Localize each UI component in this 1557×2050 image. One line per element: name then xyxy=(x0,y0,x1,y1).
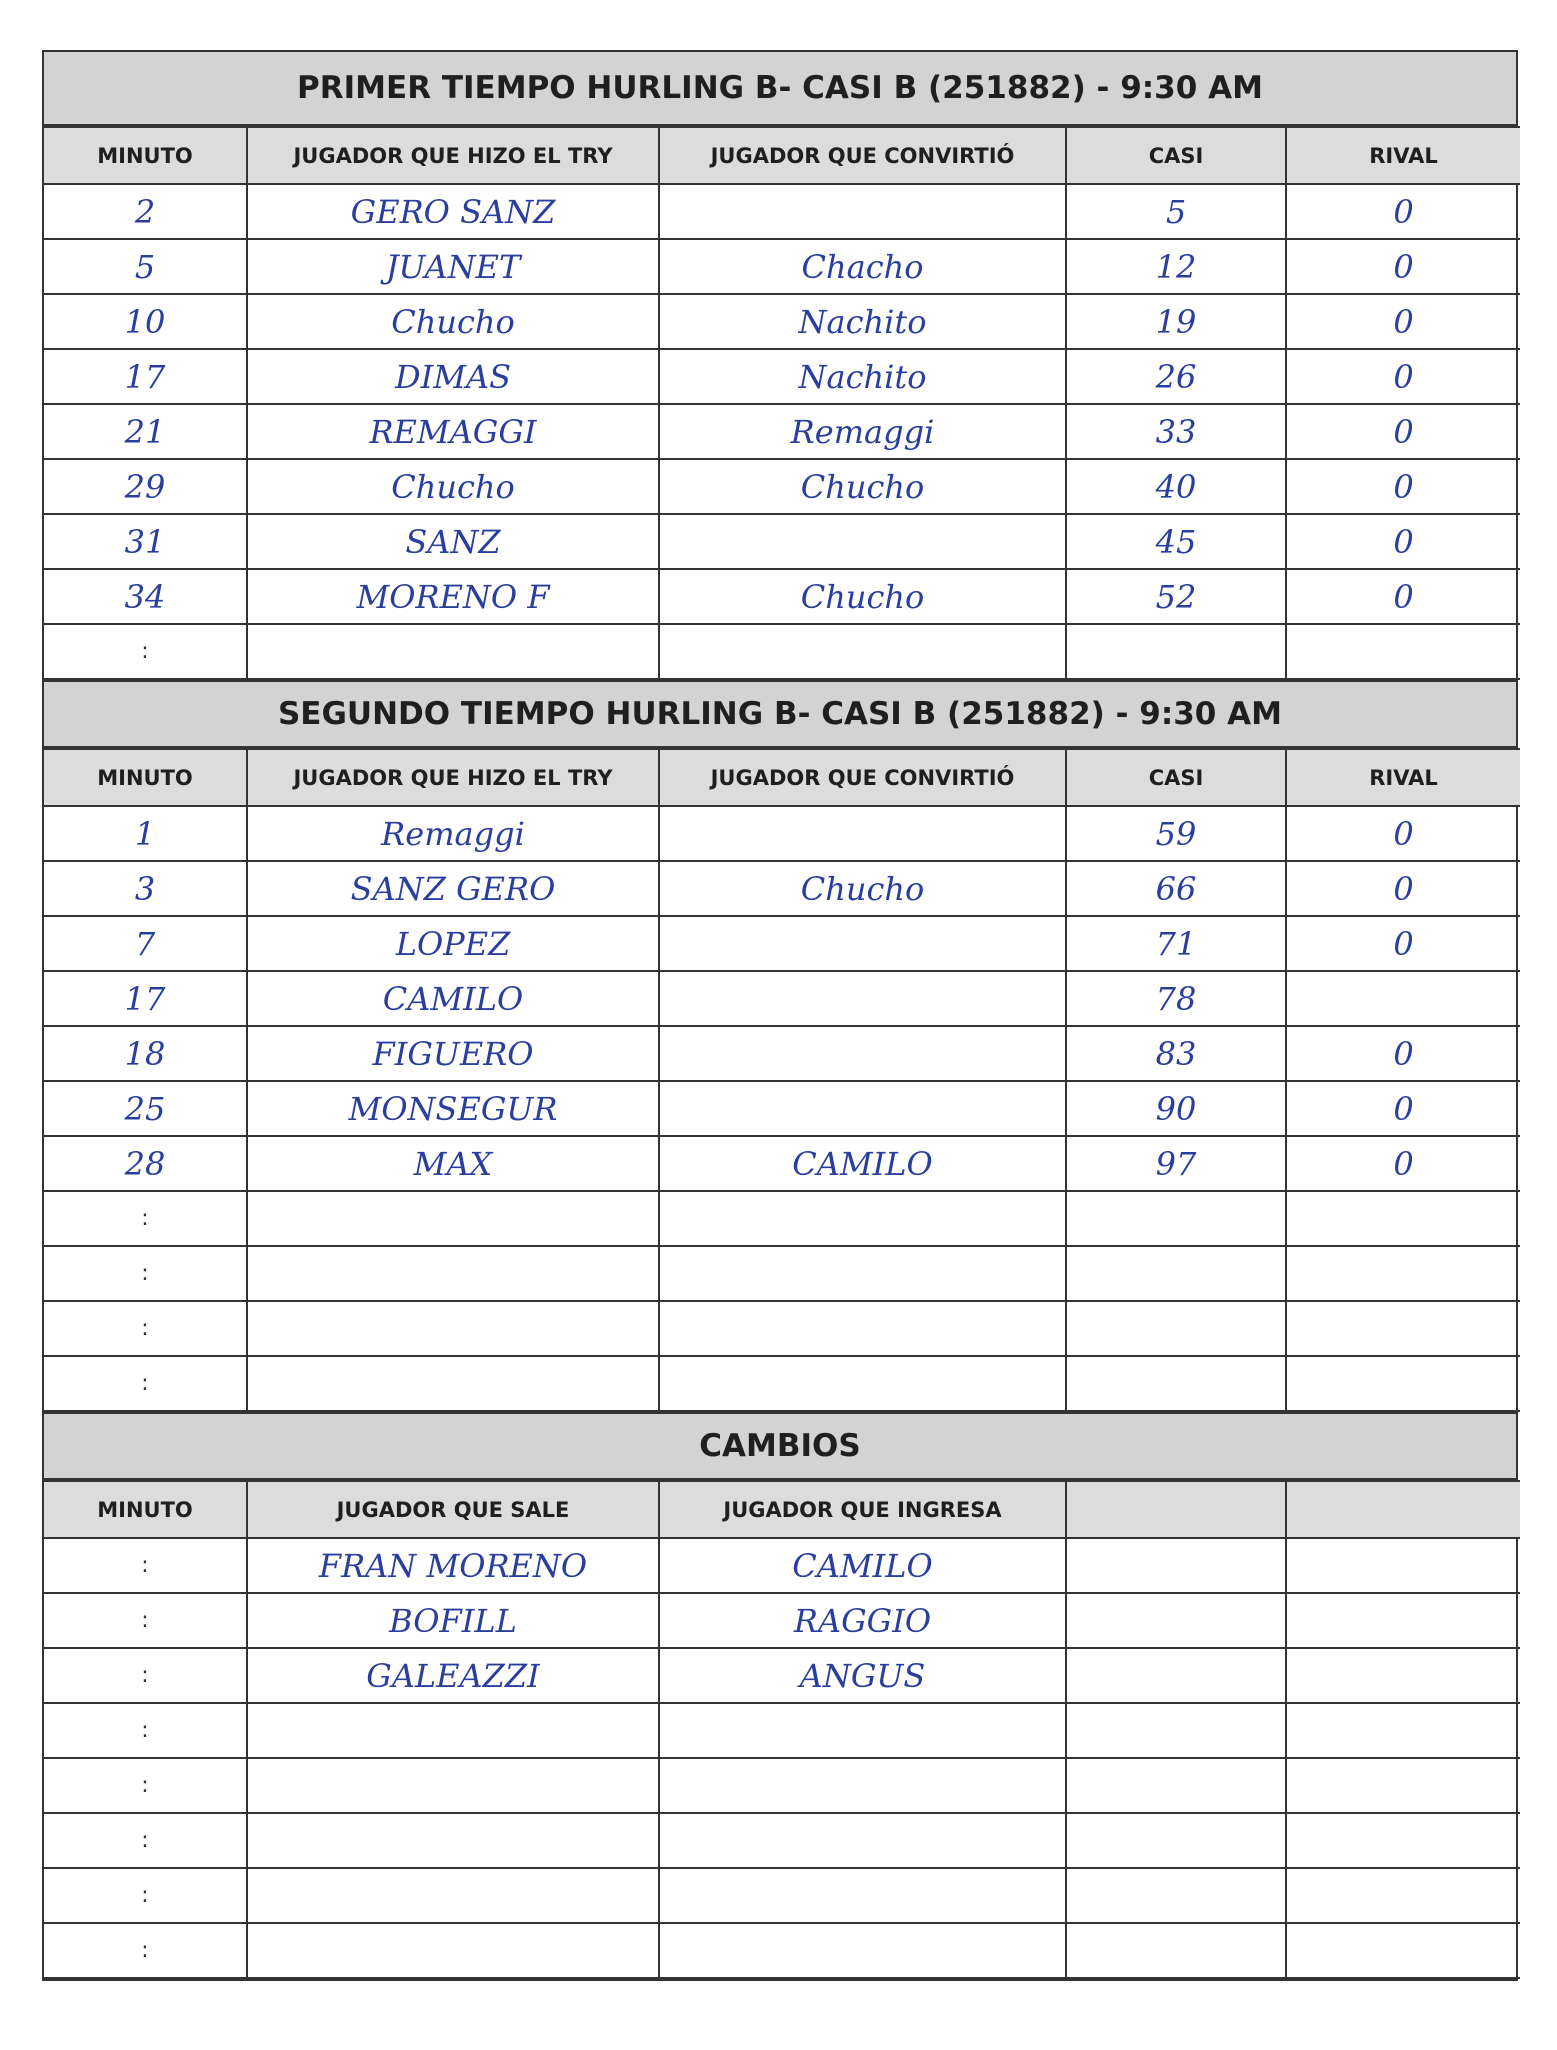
header-casi-score: CASI xyxy=(1066,749,1286,806)
cell-player-conversion-text: CAMILO xyxy=(792,1144,933,1183)
table-row xyxy=(44,806,1520,861)
cell-player-conversion-text: Chucho xyxy=(800,577,925,616)
cell-casi-score[interactable] xyxy=(1066,404,1286,459)
cell-player-try[interactable] xyxy=(247,861,659,916)
cell-minute-text: 18 xyxy=(124,1034,166,1073)
cell-casi-score[interactable] xyxy=(1066,1246,1286,1301)
header-player-conversion: JUGADOR QUE CONVIRTIÓ xyxy=(659,127,1066,184)
cell-extra-col-1[interactable] xyxy=(1066,1868,1286,1923)
cell-rival-score[interactable] xyxy=(1286,1246,1520,1301)
changes-section xyxy=(42,1412,1518,1981)
table-row xyxy=(44,184,1520,239)
cell-rival-score-text: 0 xyxy=(1393,357,1414,396)
cell-minute-text: 34 xyxy=(124,577,166,616)
cell-player-try-text: JUANET xyxy=(385,247,521,286)
header-rival-score: RIVAL xyxy=(1286,749,1520,806)
cell-player-conversion[interactable] xyxy=(659,294,1066,349)
table-row xyxy=(44,569,1520,624)
header-player-out: JUGADOR QUE SALE xyxy=(247,1481,659,1538)
cell-player-try-text: FIGUERO xyxy=(372,1034,534,1073)
cell-casi-score[interactable] xyxy=(1066,1136,1286,1191)
cell-rival-score-text: 0 xyxy=(1393,1089,1414,1128)
cell-casi-score-text: 83 xyxy=(1155,1034,1197,1073)
cell-extra-col-1[interactable] xyxy=(1066,1813,1286,1868)
cell-player-try-text: DIMAS xyxy=(394,357,512,396)
cell-player-out-text: FRAN MORENO xyxy=(318,1546,588,1585)
cell-minute[interactable] xyxy=(44,1923,247,1978)
cell-casi-score[interactable] xyxy=(1066,514,1286,569)
cell-player-conversion[interactable] xyxy=(659,971,1066,1026)
header-row xyxy=(44,749,1520,806)
cell-player-out[interactable] xyxy=(247,1703,659,1758)
cell-minute-text: 1 xyxy=(134,814,156,853)
cell-casi-score[interactable] xyxy=(1066,971,1286,1026)
cell-minute-text: : xyxy=(141,1883,149,1908)
cell-player-try[interactable] xyxy=(247,239,659,294)
cell-minute-text: : xyxy=(141,1718,149,1743)
cell-player-try-text: REMAGGI xyxy=(369,412,537,451)
cell-rival-score[interactable] xyxy=(1286,349,1520,404)
cell-minute[interactable] xyxy=(44,1301,247,1356)
cell-minute[interactable] xyxy=(44,459,247,514)
cell-rival-score[interactable] xyxy=(1286,1081,1520,1136)
cell-player-in-text: CAMILO xyxy=(792,1546,933,1585)
cell-casi-score[interactable] xyxy=(1066,239,1286,294)
cell-player-conversion[interactable] xyxy=(659,404,1066,459)
table-row xyxy=(44,624,1520,679)
changes-title: CAMBIOS xyxy=(44,1414,1516,1480)
cell-player-conversion[interactable] xyxy=(659,1136,1066,1191)
cell-player-conversion[interactable] xyxy=(659,1356,1066,1411)
cell-casi-score[interactable] xyxy=(1066,806,1286,861)
cell-minute-text: 7 xyxy=(134,924,156,963)
cell-extra-col-1[interactable] xyxy=(1066,1923,1286,1978)
cell-player-try[interactable] xyxy=(247,1191,659,1246)
cell-minute-text: 29 xyxy=(124,467,166,506)
table-row xyxy=(44,1191,1520,1246)
table-row xyxy=(44,1593,1520,1648)
cell-casi-score-text: 66 xyxy=(1155,869,1197,908)
cell-player-in-text: RAGGIO xyxy=(793,1601,932,1640)
cell-player-try-text: MAX xyxy=(413,1144,493,1183)
cell-casi-score[interactable] xyxy=(1066,624,1286,679)
cell-minute[interactable] xyxy=(44,569,247,624)
header-minute: MINUTO xyxy=(44,127,247,184)
cell-player-try[interactable] xyxy=(247,624,659,679)
cell-player-conversion[interactable] xyxy=(659,1301,1066,1356)
cell-player-conversion[interactable] xyxy=(659,514,1066,569)
cell-minute-text: 2 xyxy=(134,192,156,231)
cell-rival-score-text: 0 xyxy=(1393,522,1414,561)
table-row xyxy=(44,1813,1520,1868)
cell-casi-score-text: 40 xyxy=(1155,467,1197,506)
table-row xyxy=(44,349,1520,404)
cell-minute[interactable] xyxy=(44,1356,247,1411)
cell-player-try[interactable] xyxy=(247,184,659,239)
cell-casi-score-text: 5 xyxy=(1165,192,1187,231)
cell-extra-col-1[interactable] xyxy=(1066,1648,1286,1703)
cell-player-conversion[interactable] xyxy=(659,1191,1066,1246)
table-row xyxy=(44,971,1520,1026)
cell-player-conversion-text: Nachito xyxy=(798,357,927,396)
cell-player-try-text: MONSEGUR xyxy=(348,1089,558,1128)
cell-rival-score[interactable] xyxy=(1286,184,1520,239)
cell-player-in-text: ANGUS xyxy=(799,1656,926,1695)
table-row xyxy=(44,1703,1520,1758)
first-half-section xyxy=(42,50,1518,680)
second-half-table xyxy=(44,748,1520,1412)
cell-player-try[interactable] xyxy=(247,806,659,861)
cell-player-try-text: CAMILO xyxy=(382,979,524,1018)
cell-minute-text: 21 xyxy=(124,412,166,451)
cell-player-out[interactable] xyxy=(247,1868,659,1923)
cell-player-try[interactable] xyxy=(247,1026,659,1081)
cell-player-out[interactable] xyxy=(247,1538,659,1593)
cell-extra-col-1[interactable] xyxy=(1066,1538,1286,1593)
cell-player-conversion[interactable] xyxy=(659,349,1066,404)
table-row xyxy=(44,861,1520,916)
cell-minute-text: 28 xyxy=(124,1144,166,1183)
header-player-try: JUGADOR QUE HIZO EL TRY xyxy=(247,127,659,184)
cell-minute[interactable] xyxy=(44,514,247,569)
table-row xyxy=(44,294,1520,349)
cell-player-try[interactable] xyxy=(247,294,659,349)
cell-player-try[interactable] xyxy=(247,971,659,1026)
cell-minute[interactable] xyxy=(44,971,247,1026)
cell-rival-score[interactable] xyxy=(1286,916,1520,971)
table-row xyxy=(44,459,1520,514)
cell-minute-text: : xyxy=(141,1206,149,1231)
cell-rival-score[interactable] xyxy=(1286,294,1520,349)
cell-minute[interactable] xyxy=(44,861,247,916)
header-player-in: JUGADOR QUE INGRESA xyxy=(659,1481,1066,1538)
cell-player-conversion[interactable] xyxy=(659,1026,1066,1081)
cell-minute-text: : xyxy=(141,1553,149,1578)
cell-player-out[interactable] xyxy=(247,1648,659,1703)
cell-minute[interactable] xyxy=(44,916,247,971)
cell-minute[interactable] xyxy=(44,1538,247,1593)
cell-rival-score-text: 0 xyxy=(1393,247,1414,286)
header-extra-col-1 xyxy=(1066,1481,1286,1538)
cell-extra-col-1[interactable] xyxy=(1066,1703,1286,1758)
cell-minute[interactable] xyxy=(44,1593,247,1648)
cell-minute-text: 10 xyxy=(124,302,166,341)
cell-player-try-text: SANZ xyxy=(405,522,501,561)
table-row xyxy=(44,1246,1520,1301)
cell-rival-score-text: 0 xyxy=(1393,1144,1414,1183)
cell-player-conversion[interactable] xyxy=(659,916,1066,971)
cell-player-out-text: GALEAZZI xyxy=(366,1656,540,1695)
cell-rival-score-text: 0 xyxy=(1393,412,1414,451)
header-row xyxy=(44,1481,1520,1538)
table-row xyxy=(44,1356,1520,1411)
cell-minute[interactable] xyxy=(44,239,247,294)
header-player-try: JUGADOR QUE HIZO EL TRY xyxy=(247,749,659,806)
cell-minute[interactable] xyxy=(44,1758,247,1813)
cell-rival-score[interactable] xyxy=(1286,1136,1520,1191)
cell-casi-score[interactable] xyxy=(1066,1301,1286,1356)
cell-rival-score[interactable] xyxy=(1286,624,1520,679)
cell-player-in[interactable] xyxy=(659,1758,1066,1813)
cell-casi-score-text: 97 xyxy=(1155,1144,1197,1183)
cell-minute[interactable] xyxy=(44,1136,247,1191)
cell-minute-text: : xyxy=(141,1608,149,1633)
cell-player-conversion-text: Chacho xyxy=(801,247,924,286)
changes-table xyxy=(44,1480,1520,1979)
cell-extra-col-1[interactable] xyxy=(1066,1758,1286,1813)
cell-casi-score-text: 26 xyxy=(1155,357,1197,396)
cell-player-conversion[interactable] xyxy=(659,624,1066,679)
cell-casi-score-text: 12 xyxy=(1155,247,1197,286)
cell-extra-col-2[interactable] xyxy=(1286,1923,1520,1978)
cell-minute-text: : xyxy=(141,1828,149,1853)
cell-rival-score[interactable] xyxy=(1286,1301,1520,1356)
table-row xyxy=(44,239,1520,294)
header-player-conversion: JUGADOR QUE CONVIRTIÓ xyxy=(659,749,1066,806)
table-row xyxy=(44,1648,1520,1703)
cell-minute-text: 5 xyxy=(134,247,156,286)
cell-minute-text: 25 xyxy=(124,1089,166,1128)
cell-extra-col-2[interactable] xyxy=(1286,1758,1520,1813)
cell-rival-score-text: 0 xyxy=(1393,192,1414,231)
cell-player-conversion[interactable] xyxy=(659,569,1066,624)
table-row xyxy=(44,1301,1520,1356)
cell-player-in[interactable] xyxy=(659,1868,1066,1923)
cell-casi-score-text: 71 xyxy=(1155,924,1197,963)
cell-player-in[interactable] xyxy=(659,1593,1066,1648)
cell-casi-score-text: 45 xyxy=(1155,522,1197,561)
cell-casi-score[interactable] xyxy=(1066,1191,1286,1246)
cell-rival-score-text: 0 xyxy=(1393,302,1414,341)
cell-player-try[interactable] xyxy=(247,569,659,624)
cell-rival-score-text: 0 xyxy=(1393,869,1414,908)
cell-minute-text: : xyxy=(141,1316,149,1341)
cell-rival-score[interactable] xyxy=(1286,459,1520,514)
cell-player-out[interactable] xyxy=(247,1923,659,1978)
cell-minute[interactable] xyxy=(44,1648,247,1703)
cell-casi-score[interactable] xyxy=(1066,294,1286,349)
cell-player-try-text: SANZ GERO xyxy=(350,869,556,908)
cell-player-in[interactable] xyxy=(659,1538,1066,1593)
cell-minute[interactable] xyxy=(44,404,247,459)
cell-casi-score[interactable] xyxy=(1066,861,1286,916)
cell-rival-score[interactable] xyxy=(1286,1026,1520,1081)
cell-rival-score[interactable] xyxy=(1286,971,1520,1026)
cell-minute-text: : xyxy=(141,1938,149,1963)
header-minute: MINUTO xyxy=(44,749,247,806)
cell-minute[interactable] xyxy=(44,806,247,861)
cell-minute-text: 17 xyxy=(124,357,166,396)
cell-player-conversion[interactable] xyxy=(659,459,1066,514)
cell-player-out-text: BOFILL xyxy=(389,1601,517,1640)
header-rival-score: RIVAL xyxy=(1286,127,1520,184)
cell-player-in[interactable] xyxy=(659,1648,1066,1703)
cell-player-conversion-text: Remaggi xyxy=(790,412,935,451)
cell-player-try[interactable] xyxy=(247,1356,659,1411)
cell-player-conversion[interactable] xyxy=(659,861,1066,916)
cell-casi-score-text: 33 xyxy=(1155,412,1197,451)
cell-player-try[interactable] xyxy=(247,1246,659,1301)
cell-player-try[interactable] xyxy=(247,514,659,569)
cell-player-try-text: GERO SANZ xyxy=(350,192,556,231)
table-row xyxy=(44,1923,1520,1978)
first-half-title: PRIMER TIEMPO HURLING B- CASI B (251882) - 9:30 AM xyxy=(44,52,1516,126)
cell-minute[interactable] xyxy=(44,184,247,239)
table-row xyxy=(44,916,1520,971)
cell-rival-score[interactable] xyxy=(1286,861,1520,916)
table-row xyxy=(44,1758,1520,1813)
cell-player-conversion[interactable] xyxy=(659,1081,1066,1136)
cell-minute-text: : xyxy=(141,1773,149,1798)
cell-rival-score-text: 0 xyxy=(1393,1034,1414,1073)
cell-player-try[interactable] xyxy=(247,459,659,514)
cell-casi-score[interactable] xyxy=(1066,916,1286,971)
cell-player-out[interactable] xyxy=(247,1758,659,1813)
cell-minute-text: 31 xyxy=(124,522,166,561)
cell-casi-score-text: 78 xyxy=(1155,979,1197,1018)
cell-rival-score-text: 0 xyxy=(1393,924,1414,963)
cell-rival-score[interactable] xyxy=(1286,1191,1520,1246)
cell-rival-score-text: 0 xyxy=(1393,467,1414,506)
cell-casi-score[interactable] xyxy=(1066,1356,1286,1411)
table-row xyxy=(44,1081,1520,1136)
cell-player-try[interactable] xyxy=(247,404,659,459)
cell-casi-score[interactable] xyxy=(1066,1026,1286,1081)
cell-minute-text: : xyxy=(141,639,149,664)
scoresheet xyxy=(42,50,1518,1981)
cell-rival-score-text: 0 xyxy=(1393,577,1414,616)
cell-player-try-text: Remaggi xyxy=(381,814,525,853)
cell-casi-score-text: 59 xyxy=(1155,814,1197,853)
cell-rival-score-text: 0 xyxy=(1393,814,1414,853)
cell-minute[interactable] xyxy=(44,1813,247,1868)
cell-player-in[interactable] xyxy=(659,1703,1066,1758)
cell-minute-text: : xyxy=(141,1663,149,1688)
table-row xyxy=(44,404,1520,459)
cell-minute[interactable] xyxy=(44,1191,247,1246)
cell-rival-score[interactable] xyxy=(1286,404,1520,459)
cell-minute[interactable] xyxy=(44,1081,247,1136)
cell-player-try-text: Chucho xyxy=(391,302,515,341)
cell-minute[interactable] xyxy=(44,624,247,679)
cell-player-try-text: MORENO F xyxy=(356,577,550,616)
cell-extra-col-1[interactable] xyxy=(1066,1593,1286,1648)
cell-minute-text: : xyxy=(141,1261,149,1286)
second-half-section xyxy=(42,680,1518,1412)
cell-extra-col-2[interactable] xyxy=(1286,1868,1520,1923)
cell-extra-col-2[interactable] xyxy=(1286,1593,1520,1648)
cell-player-out[interactable] xyxy=(247,1813,659,1868)
cell-casi-score[interactable] xyxy=(1066,184,1286,239)
header-extra-col-2 xyxy=(1286,1481,1520,1538)
table-row xyxy=(44,1026,1520,1081)
cell-rival-score[interactable] xyxy=(1286,1356,1520,1411)
cell-extra-col-2[interactable] xyxy=(1286,1648,1520,1703)
cell-player-in[interactable] xyxy=(659,1923,1066,1978)
second-half-title: SEGUNDO TIEMPO HURLING B- CASI B (251882) - 9:30 AM xyxy=(44,682,1516,748)
cell-player-conversion-text: Chucho xyxy=(800,467,925,506)
cell-player-conversion[interactable] xyxy=(659,184,1066,239)
cell-minute-text: 17 xyxy=(124,979,166,1018)
cell-minute-text: : xyxy=(141,1371,149,1396)
first-half-table xyxy=(44,126,1520,680)
header-casi-score: CASI xyxy=(1066,127,1286,184)
cell-player-out[interactable] xyxy=(247,1593,659,1648)
cell-player-conversion[interactable] xyxy=(659,806,1066,861)
cell-minute[interactable] xyxy=(44,349,247,404)
cell-extra-col-2[interactable] xyxy=(1286,1538,1520,1593)
cell-minute[interactable] xyxy=(44,1026,247,1081)
table-row xyxy=(44,1136,1520,1191)
header-row xyxy=(44,127,1520,184)
cell-casi-score-text: 19 xyxy=(1155,302,1197,341)
cell-player-in[interactable] xyxy=(659,1813,1066,1868)
cell-rival-score[interactable] xyxy=(1286,514,1520,569)
cell-extra-col-2[interactable] xyxy=(1286,1813,1520,1868)
cell-player-try[interactable] xyxy=(247,1301,659,1356)
cell-minute[interactable] xyxy=(44,1246,247,1301)
cell-extra-col-2[interactable] xyxy=(1286,1703,1520,1758)
cell-casi-score[interactable] xyxy=(1066,1081,1286,1136)
cell-casi-score-text: 52 xyxy=(1155,577,1197,616)
cell-minute-text: 3 xyxy=(134,869,156,908)
cell-casi-score[interactable] xyxy=(1066,569,1286,624)
cell-player-try[interactable] xyxy=(247,1136,659,1191)
cell-casi-score-text: 90 xyxy=(1155,1089,1197,1128)
cell-minute[interactable] xyxy=(44,294,247,349)
cell-player-try-text: LOPEZ xyxy=(395,924,511,963)
header-minute: MINUTO xyxy=(44,1481,247,1538)
table-row xyxy=(44,1538,1520,1593)
cell-player-try[interactable] xyxy=(247,1081,659,1136)
cell-rival-score[interactable] xyxy=(1286,806,1520,861)
cell-player-try[interactable] xyxy=(247,349,659,404)
cell-minute[interactable] xyxy=(44,1703,247,1758)
table-row xyxy=(44,514,1520,569)
cell-casi-score[interactable] xyxy=(1066,349,1286,404)
cell-casi-score[interactable] xyxy=(1066,459,1286,514)
cell-rival-score[interactable] xyxy=(1286,569,1520,624)
cell-player-conversion[interactable] xyxy=(659,239,1066,294)
cell-player-try[interactable] xyxy=(247,916,659,971)
cell-player-conversion-text: Chucho xyxy=(800,869,925,908)
cell-player-conversion[interactable] xyxy=(659,1246,1066,1301)
cell-player-try-text: Chucho xyxy=(391,467,515,506)
cell-player-conversion-text: Nachito xyxy=(798,302,927,341)
cell-minute[interactable] xyxy=(44,1868,247,1923)
cell-rival-score[interactable] xyxy=(1286,239,1520,294)
table-row xyxy=(44,1868,1520,1923)
